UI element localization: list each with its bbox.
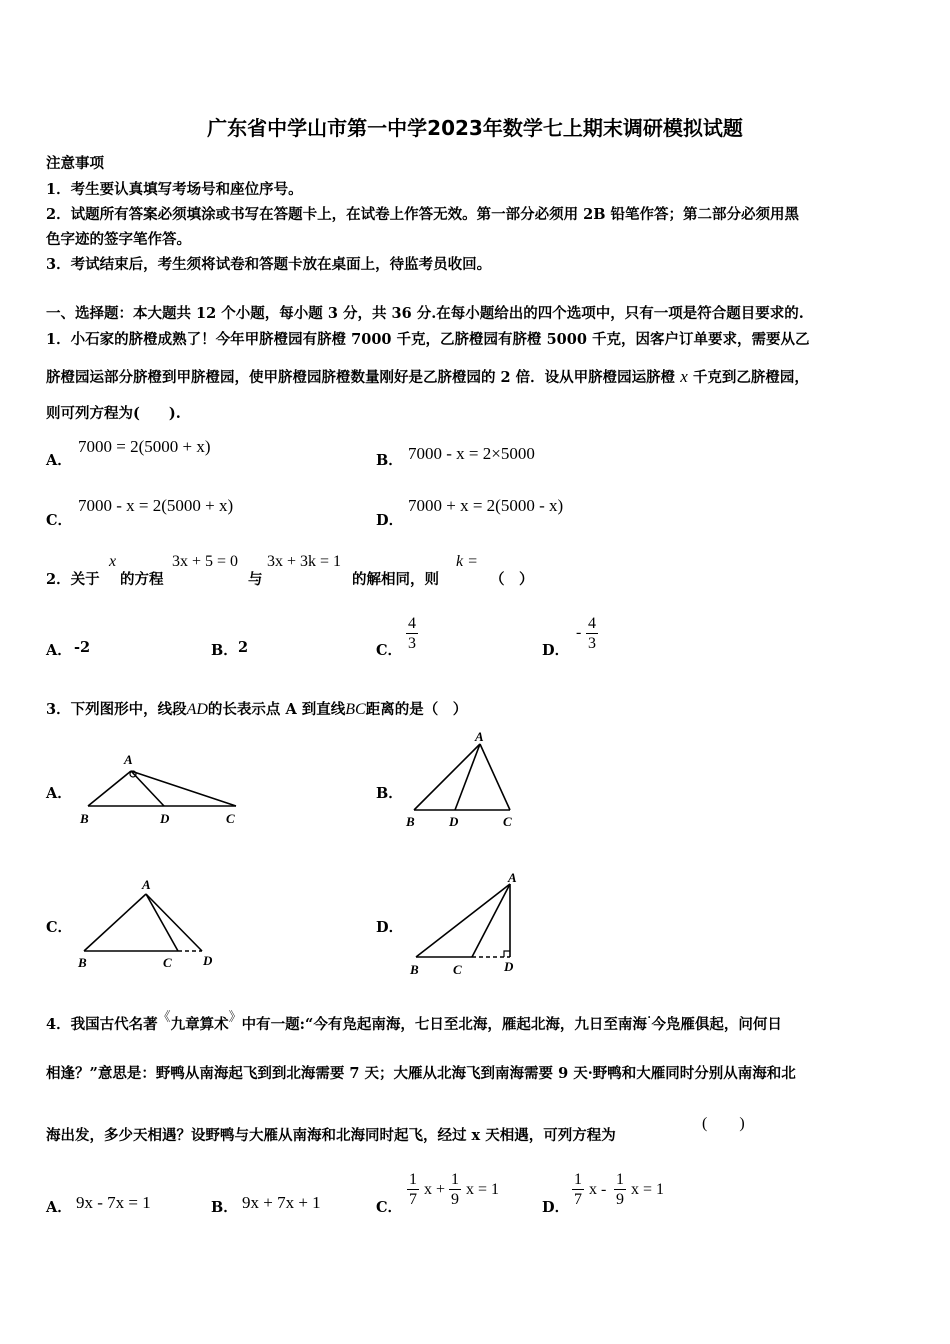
q4-line1-middle: 中有一题:“今有凫起南海，七日至北海，雁起北海，九日至南海 [241, 1016, 647, 1033]
q2-p1: 2．关于 [46, 571, 100, 588]
q4-option-c-frac1 [407, 1170, 419, 1209]
segment-ab [88, 771, 131, 806]
fraction-numerator: 1 [616, 1171, 624, 1188]
q3-p2: 的长表示点 A 到直线 [207, 701, 346, 718]
segment-ab [84, 894, 146, 951]
q4-book-open: 《 [157, 1010, 171, 1025]
point-c-label: C [226, 811, 235, 826]
q1-option-a-label: A． [46, 452, 72, 469]
q1-line3: 则可列方程为( ). [46, 405, 181, 422]
q4-option-d-mid: x - [589, 1181, 607, 1198]
q1-option-b-expr: 7000 - x = 2×5000 [408, 444, 535, 463]
q1-option-d-label: D． [376, 512, 404, 529]
q4-option-d-tail: x = 1 [631, 1181, 665, 1198]
notice-item: 3．考试结束后，考生须将试卷和答题卡放在桌面上，待监考员收回。 [46, 256, 492, 273]
q3-stem [46, 698, 467, 719]
point-a-label: A [124, 752, 133, 767]
q4-option-c-tail: x = 1 [466, 1181, 500, 1198]
q4-line2: 相逢？”意思是：野鸭从南海起飞到到北海需要 7 天；大雁从北海飞到南海需要 9 天·野鸭和大雁同时分别从南海和北 [46, 1065, 796, 1082]
q4-line1 [46, 1010, 782, 1034]
fraction-denominator: 7 [409, 1191, 417, 1208]
q2-option-c-label: C． [376, 642, 403, 659]
fraction-numerator: 1 [451, 1171, 459, 1188]
q2-option-d-sign: - [576, 624, 582, 641]
notice-item: 1．考生要认真填写考场号和座位序号。 [46, 181, 303, 198]
q1-line2-text: 脐橙园运部分脐橙到甲脐橙园，使甲脐橙园脐橙数量刚好是乙脐橙园的 2 倍．设从甲脐橙园运脐橙 [46, 369, 681, 386]
q1-line2-tail: 千克到乙脐橙园， [687, 369, 809, 386]
q1-option-c-expr: 7000 - x = 2(5000 + x) [78, 496, 234, 515]
q3-option-d-label: D． [376, 919, 404, 936]
point-b-label: B [80, 811, 89, 826]
q4-dot: · [646, 1010, 652, 1026]
fraction-denominator: 9 [451, 1191, 459, 1208]
point-b-label: B [78, 955, 87, 970]
fraction-denominator: 3 [408, 635, 416, 652]
q2-option-b-value: 2 [238, 639, 249, 656]
q3-p1: 3．下列图形中，线段 [46, 701, 187, 718]
q2-eq2: 3x + 3k = 1 [267, 553, 342, 570]
section-heading: 一、选择题：本大题共 12 个小题，每小题 3 分，共 36 分.在每小题给出的四个选项中，只有一项是符合题目要求的. [46, 305, 804, 322]
notice-item: 2．试题所有答案必须填涂或书写在答题卡上，在试卷上作答无效。第一部分必须用 2B 铅笔作答；第二部分必须用黑 [46, 206, 800, 223]
point-a-label: A [142, 877, 151, 892]
q3-figure-c [76, 872, 226, 970]
q4-option-d-frac1 [572, 1170, 584, 1209]
right-angle-mark [504, 951, 510, 957]
q3-figure-d [402, 864, 527, 978]
point-b-label: B [410, 962, 419, 977]
q4-option-c-frac2 [449, 1170, 461, 1209]
fraction-denominator: 7 [574, 1191, 582, 1208]
q4-option-a-label: A． [46, 1199, 72, 1216]
q1-var: x [680, 367, 688, 386]
q2-eq1: 3x + 5 = 0 [172, 553, 239, 570]
q3-figure-a [76, 748, 246, 830]
q4-book-title: 九章算术 [170, 1016, 229, 1033]
q4-line1-tail: 今凫雁俱起，问何日 [651, 1016, 782, 1033]
q4-line3: 海出发，多少天相遇？设野鸭与大雁从南海和北海同时起飞，经过 x 天相遇，可列方程为 [46, 1127, 616, 1144]
q4-option-b-expr: 9x + 7x + 1 [242, 1193, 321, 1212]
q1-option-a-expr: 7000 = 2(5000 + x) [78, 437, 211, 456]
q1-line1: 1．小石家的脐橙成熟了！今年甲脐橙园有脐橙 7000 千克，乙脐橙园有脐橙 5000 千克，因客户订单要求，需要从乙 [46, 331, 810, 348]
q3-option-a-label: A． [46, 785, 72, 802]
fraction-denominator: 3 [588, 635, 596, 652]
notice-item: 色字迹的签字笔作答。 [46, 231, 191, 248]
notice-heading: 注意事项 [46, 155, 104, 172]
fraction-numerator: 1 [574, 1171, 582, 1188]
point-d-label: D [203, 953, 213, 968]
point-d-label: D [449, 814, 459, 829]
q4-option-c-label: C． [376, 1199, 403, 1216]
fraction-denominator: 9 [616, 1191, 624, 1208]
q1-line2 [46, 366, 809, 387]
q2-var: x [109, 553, 117, 570]
q3-option-b-label: B． [376, 785, 403, 802]
q4-option-b-label: B． [211, 1199, 238, 1216]
q4-answer-paren: ( ) [702, 1115, 745, 1132]
q2-option-d-fraction [586, 614, 598, 653]
q4-option-d-frac2 [614, 1170, 626, 1209]
point-a-label: A [475, 729, 484, 744]
point-b-label: B [406, 814, 415, 829]
q2-p2: 的方程 [120, 571, 164, 588]
point-d-label: D [504, 959, 514, 974]
q2-k: k = [456, 553, 478, 570]
segment-ac [480, 744, 510, 810]
q3-option-c-label: C． [46, 919, 73, 936]
q2-p5: （ ） [490, 571, 534, 588]
fraction-numerator: 4 [588, 615, 596, 632]
point-a-label: A [508, 870, 517, 885]
q3-line: BC [345, 701, 366, 718]
q3-segment: AD [186, 701, 208, 718]
page-title: 广东省中学山市第一中学2023年数学七上期末调研模拟试题 [207, 116, 743, 140]
q4-line1-text: 4．我国古代名著 [46, 1016, 158, 1033]
fraction-numerator: 4 [408, 615, 416, 632]
q1-option-d-expr: 7000 + x = 2(5000 - x) [408, 496, 564, 515]
segment-ad [455, 744, 480, 810]
q2-option-a-label: A． [46, 642, 72, 659]
point-c-label: C [163, 955, 172, 970]
q3-figure-b [402, 728, 527, 830]
q2-option-a-value: -2 [74, 639, 91, 656]
q3-p3: 距离的是（ ） [365, 701, 468, 718]
point-d-label: D [160, 811, 170, 826]
q2-option-c-fraction [406, 614, 418, 653]
q1-option-c-label: C． [46, 512, 73, 529]
q2-p3: 与 [248, 571, 263, 588]
q2-option-b-label: B． [211, 642, 238, 659]
q4-book-close: 》 [228, 1010, 242, 1025]
q2-p4: 的解相同，则 [352, 571, 439, 588]
q4-option-c-mid: x + [424, 1181, 446, 1198]
point-c-label: C [503, 814, 512, 829]
segment-ab [416, 884, 510, 957]
segment-ab [414, 744, 480, 810]
q1-option-b-label: B． [376, 452, 403, 469]
q2-option-d-label: D． [542, 642, 570, 659]
q4-option-d-label: D． [542, 1199, 570, 1216]
point-c-label: C [453, 962, 462, 977]
q4-option-a-expr: 9x - 7x = 1 [76, 1193, 151, 1212]
segment-ac [472, 884, 510, 957]
fraction-numerator: 1 [409, 1171, 417, 1188]
